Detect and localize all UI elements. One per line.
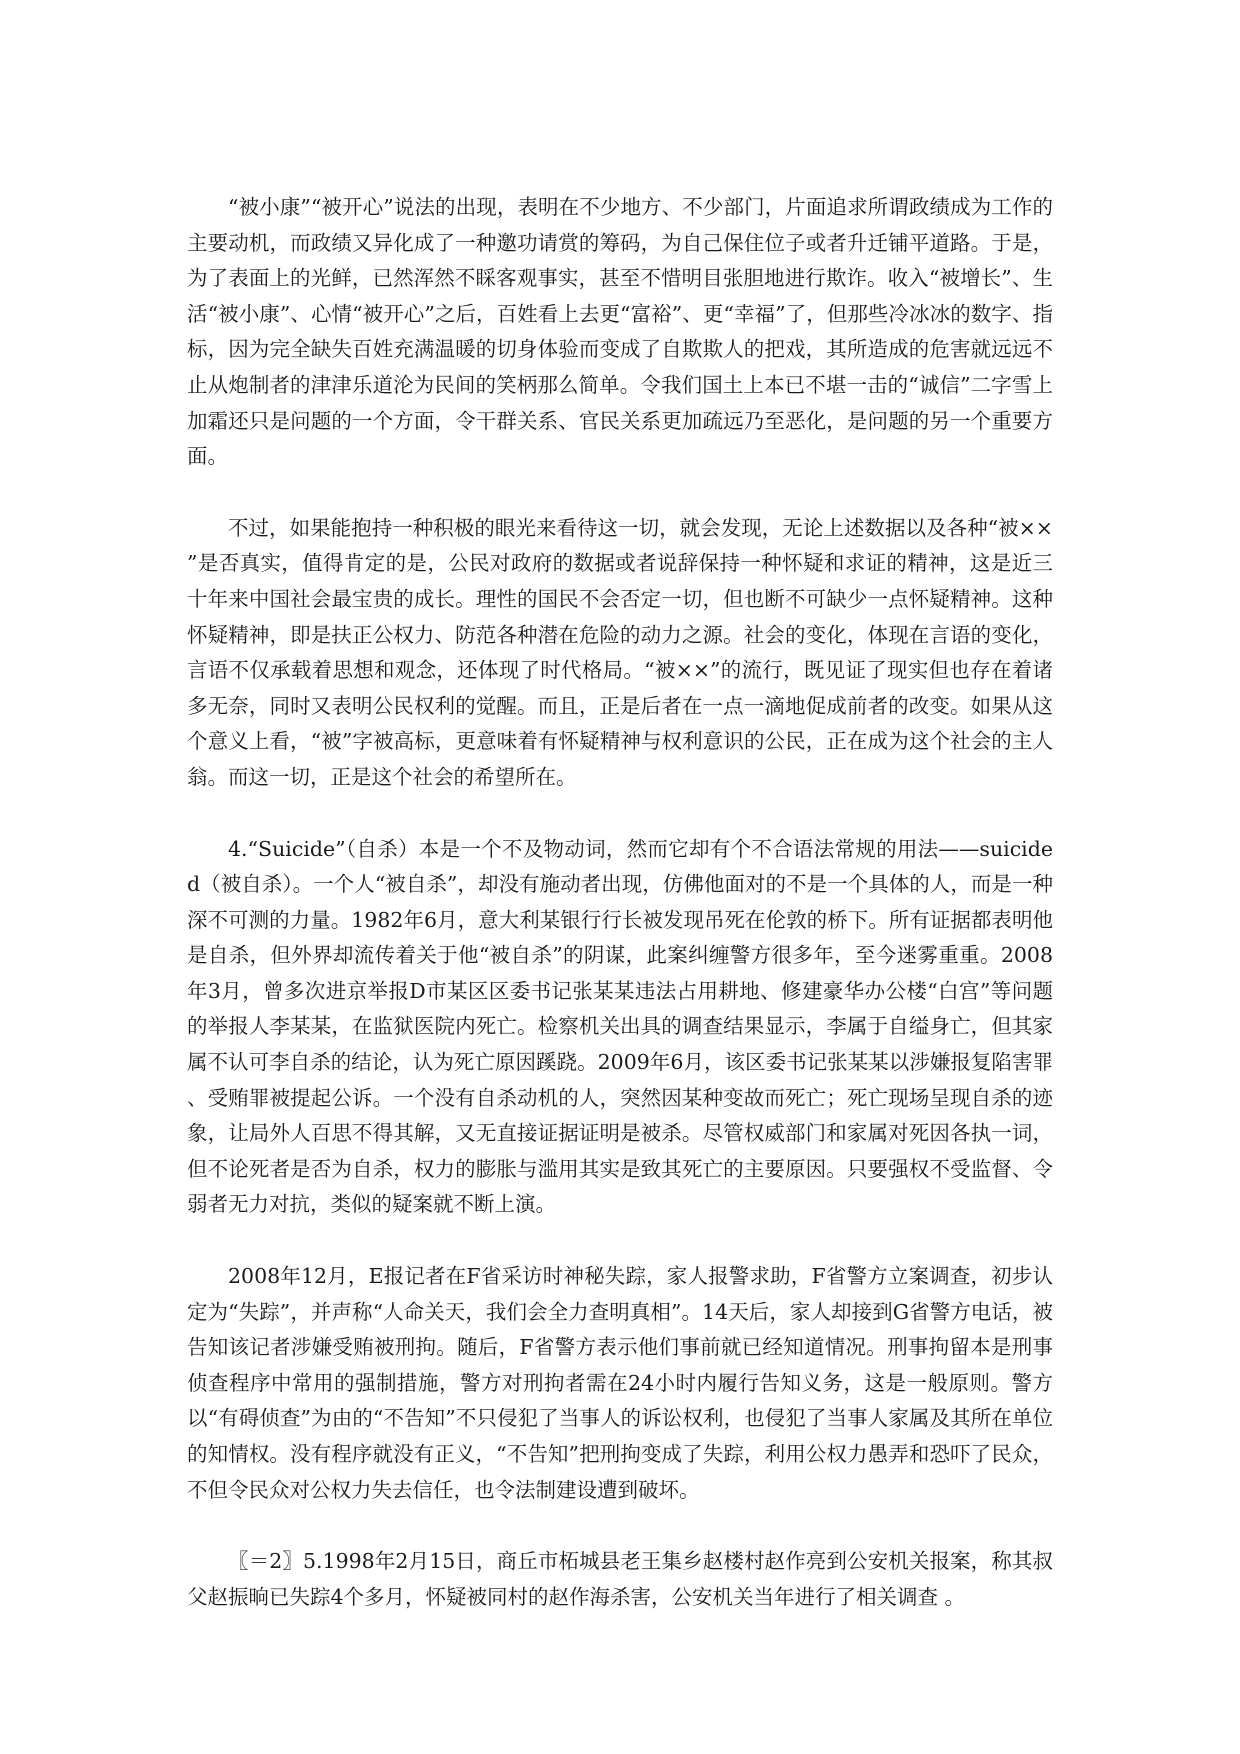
paragraph-suicided: 4.“Suicide”（自杀）本是一个不及物动词，然而它却有个不合语法常规的用法——suicided（被自杀）。一个人“被自杀”，却没有施动者出现，仿佛他面对的不是一个具体的人，而是一种深不可测的力量。1982年6月，意大利某银行行长被发现吊死在伦敦的桥下。所有证据都表明他是自杀，但外界却流传着关于他“被自杀”的阴谋，此案纠缠警方很多年，至今迷雾重重。2008年3月，曾多次进京举报D市某区区委书记张某某违法占用耕地、修建豪华办公楼“白宫”等问题的举报人李某某，在监狱医院内死亡。检察机关出具的调查结果显示，李属于自缢身亡，但其家属不认可李自杀的结论，认为死亡原因蹊跷。2009年6月，该区委书记张某某以涉嫌报复陷害罪、受贿罪被提起公诉。一个没有自杀动机的人，突然因某种变故而死亡；死亡现场呈现自杀的迹象，让局外人百思不得其解，又无直接证据证明是被杀。尽管权威部门和家属对死因各执一词，但不论死者是否为自杀，权力的膨胀与滥用其实是致其死亡的主要原因。只要强权不受监督、令弱者无力对抗，类似的疑案就不断上演。	[187, 836, 1053, 1217]
document-page	[187, 190, 1053, 1615]
paragraph-zhao-zuohai-case: 〖＝2〗5.1998年2月15日，商丘市柘城县老王集乡赵楼村赵作亮到公安机关报案，称其叔父赵振晌已失踪4个多月，怀疑被同村的赵作海杀害，公安机关当年进行了相关调查 。	[187, 1549, 1053, 1609]
paragraph-bei-xiaokang: “被小康”“被开心”说法的出现，表明在不少地方、不少部门，片面追求所谓政绩成为工作的主要动机，而政绩又异化成了一种邀功请赏的筹码，为自己保住位子或者升迁铺平道路。于是，为了表面上的光鲜，已然浑然不睬客观事实，甚至不惜明目张胆地进行欺诈。收入“被增长”、生活“被小康”、心情“被开心”之后，百姓看上去更“富裕”、更“幸福”了，但那些冷冰冰的数字、指标，因为完全缺失百姓充满温暖的切身体验而变成了自欺欺人的把戏，其所造成的危害就远远不止从炮制者的津津乐道沦为民间的笑柄那么简单。令我们国土上本已不堪一击的“诚信”二字雪上加霜还只是问题的一个方面，令干群关系、官民关系更加疏远乃至恶化，是问题的另一个重要方面。	[187, 195, 1053, 469]
paragraph-journalist-detention: 2008年12月，E报记者在F省采访时神秘失踪，家人报警求助，F省警方立案调查，初步认定为“失踪”，并声称“人命关天，我们会全力查明真相”。14天后，家人却接到G省警方电话，被告知该记者涉嫌受贿被刑拘。随后，F省警方表示他们事前就已经知道情况。刑事拘留本是刑事侦查程序中常用的强制措施，警方对刑拘者需在24小时内履行告知义务，这是一般原则。警方以“有碍侦查”为由的“不告知”不只侵犯了当事人的诉讼权利，也侵犯了当事人家属及其所在单位的知情权。没有程序就没有正义，“不告知”把刑拘变成了失踪，利用公权力愚弄和恐吓了民众，不但令民众对公权力失去信任，也令法制建设遭到破坏。	[187, 1264, 1053, 1502]
paragraph-skepticism: 不过，如果能抱持一种积极的眼光来看待这一切，就会发现，无论上述数据以及各种“被××”是否真实，值得肯定的是，公民对政府的数据或者说辞保持一种怀疑和求证的精神，这是近三十年来中国社会最宝贵的成长。理性的国民不会否定一切，但也断不可缺少一点怀疑精神。这种怀疑精神，即是扶正公权力、防范各种潜在危险的动力之源。社会的变化，体现在言语的变化，言语不仅承载着思想和观念，还体现了时代格局。“被××”的流行，既见证了现实但也存在着诸多无奈，同时又表明公民权利的觉醒。而且，正是后者在一点一滴地促成前者的改变。如果从这个意义上看，“被”字被高标，更意味着有怀疑精神与权利意识的公民，正在成为这个社会的主人翁。而这一切，正是这个社会的希望所在。	[187, 515, 1053, 789]
